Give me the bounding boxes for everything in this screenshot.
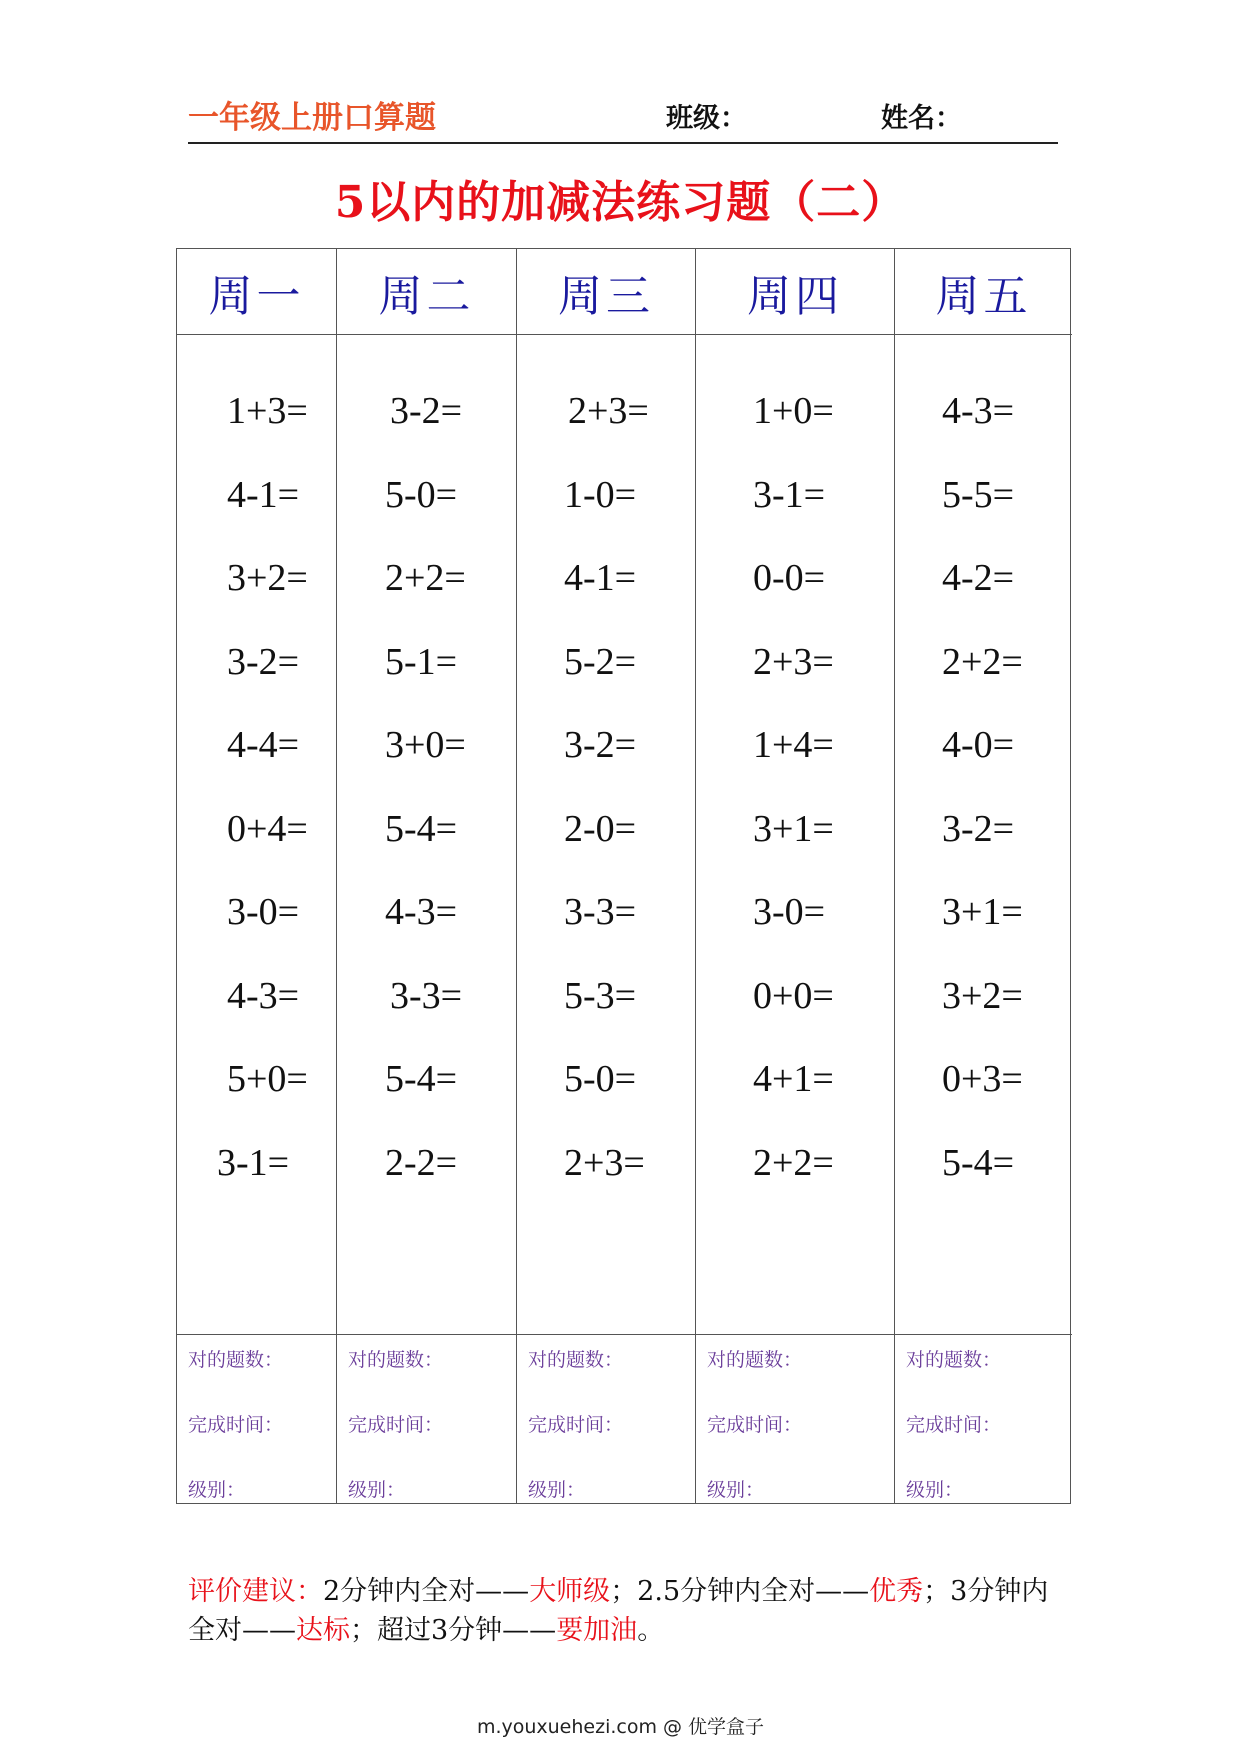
advice-grade-keep-trying: 要加油 [556, 1615, 638, 1646]
problem-item: 2+3= [753, 640, 834, 683]
problem-item: 0+4= [227, 807, 308, 850]
day-heading: 周四 [696, 249, 894, 335]
problem-item: 2+3= [568, 390, 649, 432]
problem-item: 3+1= [942, 891, 1023, 933]
problem-item: 1-0= [564, 473, 637, 516]
problem-item: 4-3= [227, 974, 300, 1017]
problem-item: 1+4= [753, 724, 834, 766]
stat-label-level: 级别： [528, 1479, 586, 1501]
day-column [695, 249, 894, 1503]
problem-item: 2+2= [753, 1141, 834, 1184]
problem-list [696, 335, 894, 1335]
score-box [177, 1335, 336, 1505]
stat-label-time: 完成时间： [348, 1414, 444, 1436]
problem-item: 5-0= [564, 1058, 637, 1100]
score-box [696, 1335, 894, 1505]
practice-table [176, 248, 1071, 1504]
day-heading: 周五 [895, 249, 1072, 335]
stat-label-level: 级别： [707, 1479, 765, 1501]
problem-item: 4-2= [942, 557, 1015, 599]
problem-item: 2+2= [385, 557, 466, 599]
problem-item: 3-3= [564, 891, 637, 933]
problem-item: 3+1= [753, 807, 834, 850]
stat-label-correct: 对的题数： [906, 1349, 1002, 1371]
stat-label-correct: 对的题数： [348, 1349, 444, 1371]
problem-item: 4-0= [942, 724, 1015, 766]
problem-item: 4-3= [942, 390, 1015, 432]
problem-item: 0-0= [753, 557, 826, 599]
advice-grade-excellent: 优秀 [869, 1576, 924, 1607]
problem-item: 2-0= [564, 807, 637, 850]
problem-item: 3-1= [217, 1141, 290, 1184]
advice-grade-pass: 达标 [296, 1615, 350, 1646]
day-heading: 周三 [517, 249, 695, 335]
problem-item: 3-0= [227, 891, 300, 933]
problem-item: 2+3= [564, 1141, 645, 1184]
problem-item: 0+0= [753, 974, 834, 1017]
problem-item: 0+3= [942, 1058, 1023, 1100]
problem-item: 5-3= [564, 974, 637, 1017]
worksheet-header [188, 92, 1058, 144]
problem-item: 5+0= [227, 1058, 308, 1100]
problem-item: 5-4= [942, 1141, 1015, 1184]
problem-item: 3+2= [227, 557, 308, 599]
problem-item: 5-2= [564, 640, 637, 683]
day-heading: 周一 [177, 249, 336, 335]
problem-item: 4+1= [753, 1058, 834, 1100]
problem-item: 3-2= [564, 724, 637, 766]
advice-label: 评价建议： [188, 1576, 323, 1607]
problem-item: 3-2= [390, 390, 463, 432]
score-box [517, 1335, 695, 1505]
advice-part-3: ；3分钟内全对—— [188, 1576, 1049, 1646]
problem-item: 3-0= [753, 891, 826, 933]
advice-part-2: ；2.5分钟内全对—— [610, 1576, 870, 1607]
stat-label-correct: 对的题数： [707, 1349, 803, 1371]
advice-part-4: ；超过3分钟—— [350, 1615, 557, 1646]
stat-label-correct: 对的题数： [528, 1349, 624, 1371]
advice-part-1: 2分钟内全对—— [323, 1576, 530, 1607]
problem-item: 5-0= [385, 473, 458, 516]
problem-item: 5-5= [942, 473, 1015, 516]
stat-label-time: 完成时间： [188, 1414, 284, 1436]
day-heading: 周二 [337, 249, 516, 335]
site-footer: m.youxuehezi.com @ 优学盒子 [476, 1716, 765, 1738]
score-box [895, 1335, 1072, 1505]
problem-item: 3+2= [942, 974, 1023, 1017]
problem-item: 2-2= [385, 1141, 458, 1184]
day-column [177, 249, 336, 1503]
problem-list [895, 335, 1072, 1335]
advice-grade-master: 大师级 [529, 1576, 611, 1607]
page-title: 5以内的加减法练习题（二） [334, 177, 907, 228]
problem-list [337, 335, 516, 1335]
day-column [336, 249, 516, 1503]
day-column [516, 249, 695, 1503]
header-title: 一年级上册口算题 [188, 100, 436, 136]
advice-end: 。 [637, 1615, 665, 1646]
evaluation-advice [188, 1572, 1068, 1650]
problem-item: 4-1= [227, 473, 300, 516]
problem-item: 3-2= [942, 807, 1015, 850]
stat-label-level: 级别： [906, 1479, 964, 1501]
problem-item: 5-1= [385, 640, 458, 683]
score-box [337, 1335, 516, 1505]
problem-item: 1+3= [227, 390, 308, 432]
problem-item: 1+0= [753, 390, 834, 432]
problem-list [177, 335, 336, 1335]
problem-item: 3+0= [385, 724, 466, 766]
problem-item: 3-3= [390, 974, 463, 1017]
problem-item: 5-4= [385, 1058, 458, 1100]
stat-label-time: 完成时间： [528, 1414, 624, 1436]
problem-item: 4-1= [564, 557, 637, 599]
problem-item: 5-4= [385, 807, 458, 850]
class-label: 班级： [666, 103, 747, 134]
problem-item: 4-4= [227, 724, 300, 766]
problem-item: 3-1= [753, 473, 826, 516]
day-column [894, 249, 1072, 1503]
problem-item: 4-3= [385, 891, 458, 933]
stat-label-time: 完成时间： [707, 1414, 803, 1436]
stat-label-correct: 对的题数： [188, 1349, 284, 1371]
stat-label-level: 级别： [348, 1479, 406, 1501]
stat-label-time: 完成时间： [906, 1414, 1002, 1436]
problem-item: 3-2= [227, 640, 300, 683]
name-label: 姓名： [881, 103, 962, 134]
problem-item: 2+2= [942, 640, 1023, 683]
stat-label-level: 级别： [188, 1479, 246, 1501]
problem-list [517, 335, 695, 1335]
